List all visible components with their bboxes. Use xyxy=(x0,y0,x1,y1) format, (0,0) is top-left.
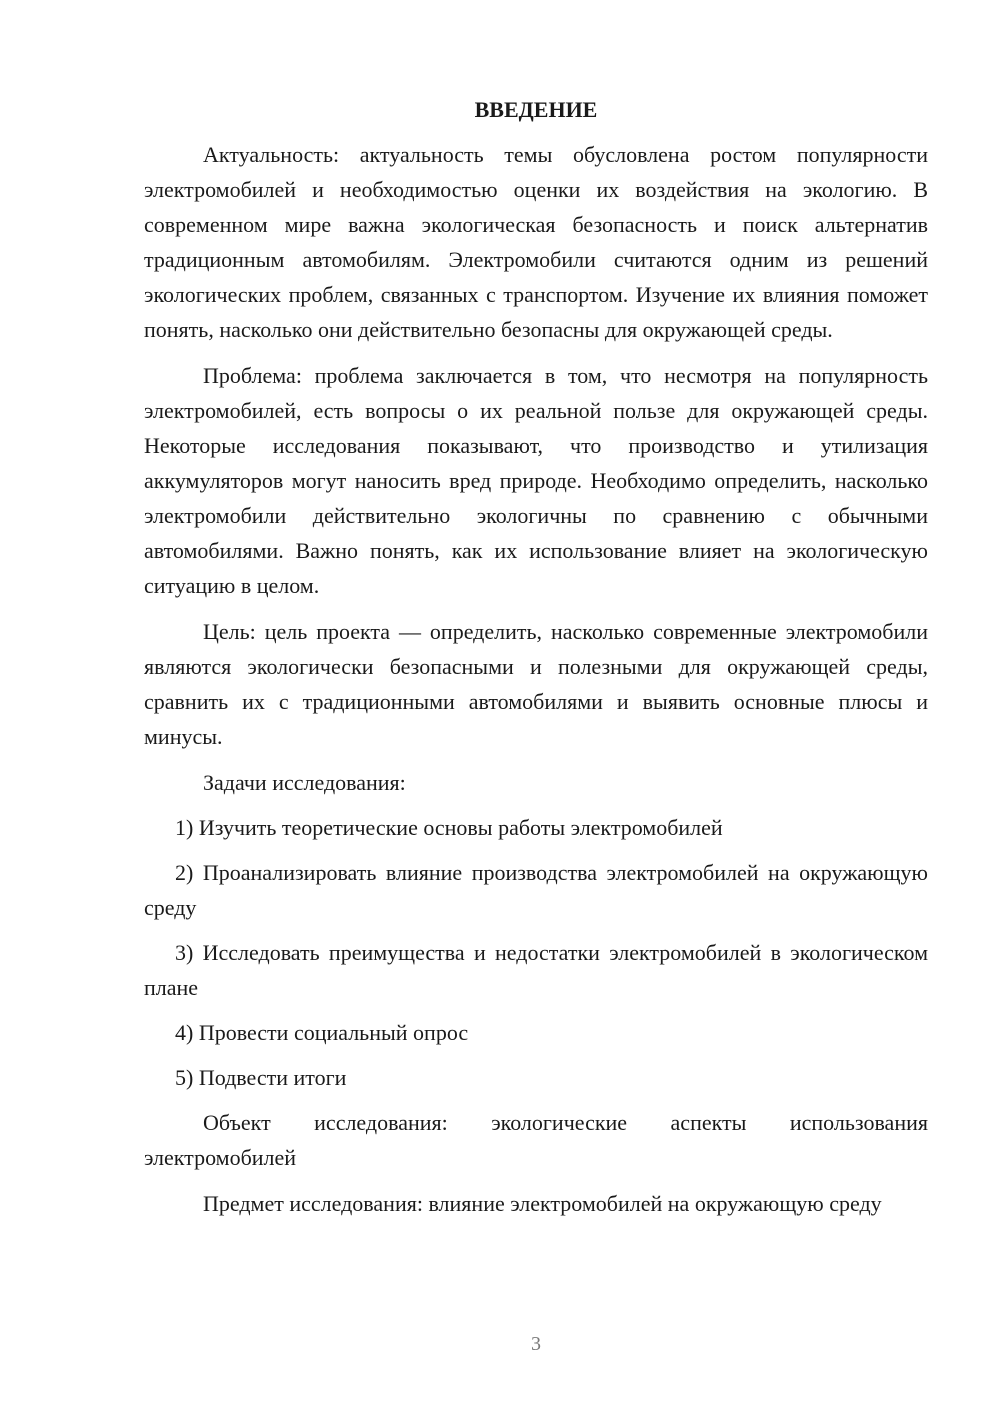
problem-paragraph: Проблема: проблема заключается в том, что несмотря на популярность электромобилей, есть вопросы о их реальной пользе для окружающей среды. Некоторые исследования показывают, что производство и утилизация аккумуляторов могут наносить вред природе. Необходимо определить, насколько электромобили действительно экологичны по сравнению с обычными автомобилями. Важно понять, как их использование влияет на экологическую ситуацию в целом. xyxy=(144,363,928,598)
tasks-list xyxy=(144,810,928,1095)
goal-paragraph: Цель: цель проекта — определить, насколько современные электромобили являются экологически безопасными и полезными для окружающей среды, сравнить их с традиционными автомобилями и выявить основные плюсы и минусы. xyxy=(144,619,928,749)
list-item: 1) Изучить теоретические основы работы электромобилей xyxy=(175,815,723,840)
object-paragraph: Объект исследования: экологические аспекты использования электромобилей xyxy=(144,1110,928,1170)
page-content xyxy=(144,92,928,1232)
relevance-paragraph: Актуальность: актуальность темы обусловлена ростом популярности электромобилей и необходимостью оценки их воздействия на экологию. В современном мире важна экологическая безопасность и поиск альтернатив традиционным автомобилям. Электромобили считаются одним из решений экологических проблем, связанных с транспортом. Изучение их влияния поможет понять, насколько они действительно безопасны для окружающей среды. xyxy=(144,142,928,342)
subject-paragraph: Предмет исследования: влияние электромобилей на окружающую среду xyxy=(203,1191,882,1216)
list-item: 4) Провести социальный опрос xyxy=(175,1020,469,1045)
tasks-title: Задачи исследования: xyxy=(203,770,406,795)
list-item: 5) Подвести итоги xyxy=(175,1065,347,1090)
list-item: 2) Проанализировать влияние производства электромобилей на окружающую среду xyxy=(144,860,928,920)
list-item: 3) Исследовать преимущества и недостатки электромобилей в экологическом плане xyxy=(144,940,928,1000)
page-number: 3 xyxy=(531,1333,541,1355)
section-heading: ВВЕДЕНИЕ xyxy=(474,97,598,122)
